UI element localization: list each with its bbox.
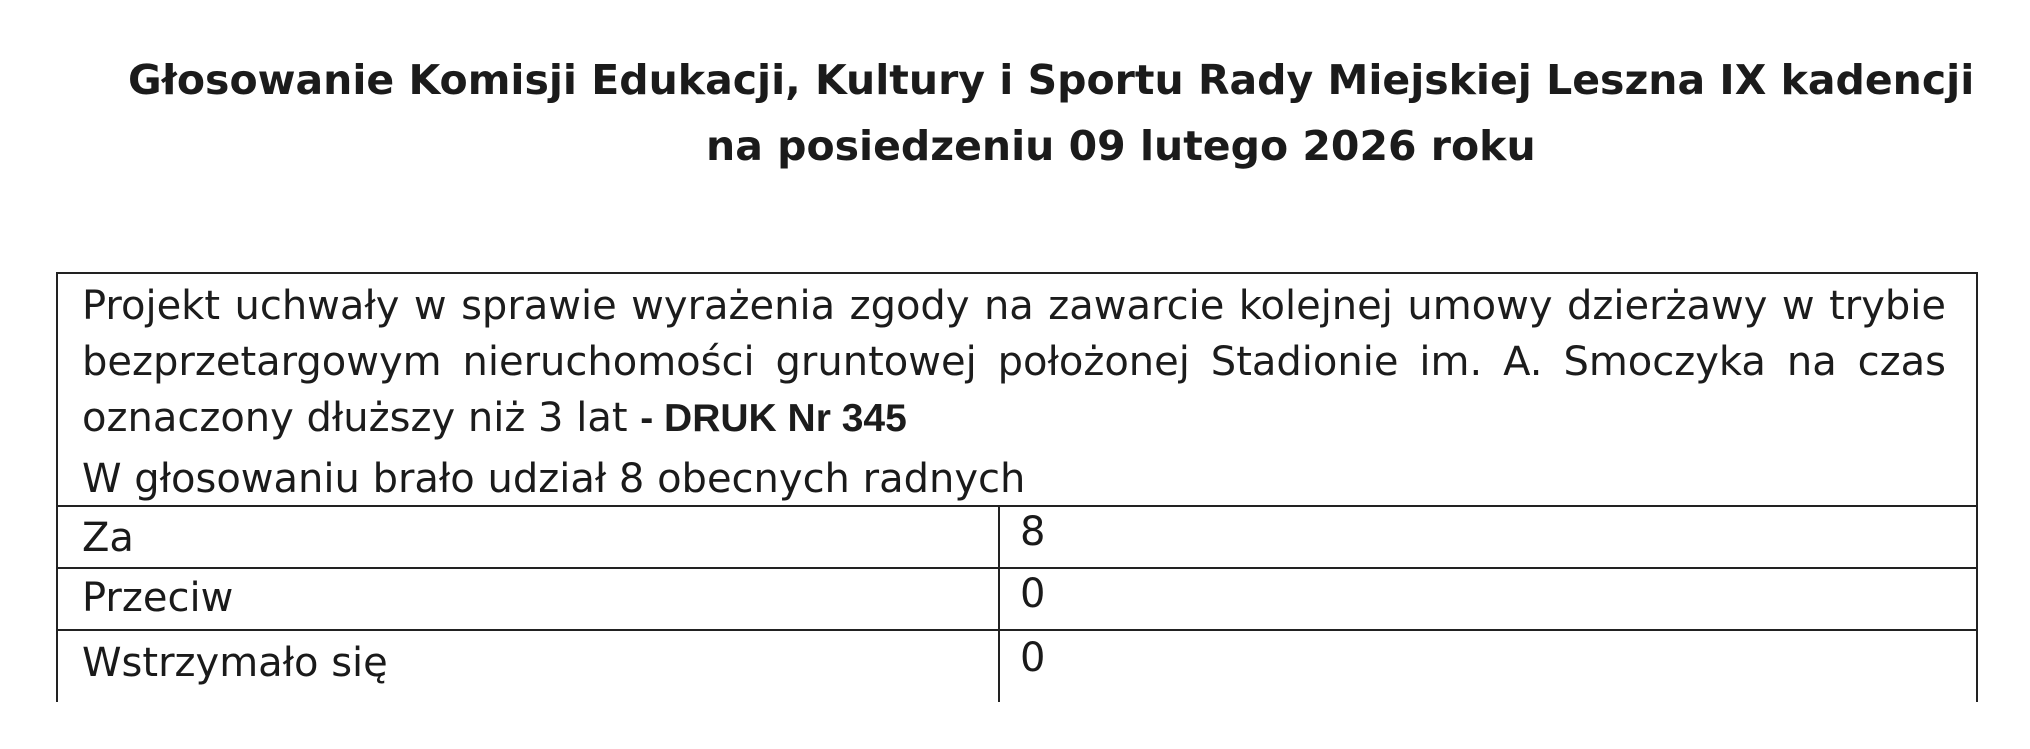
vote-for-label: Za <box>82 515 134 561</box>
druk-number: - DRUK Nr 345 <box>640 397 907 440</box>
document-subtitle: na posiedzeniu 09 lutego 2026 roku <box>706 122 1536 170</box>
document-title: Głosowanie Komisji Edukacji, Kultury i Sportu Rady Miejskiej Leszna IX kadencji <box>128 56 1975 104</box>
column-divider <box>998 505 1000 702</box>
vote-for-value: 8 <box>1020 509 1046 555</box>
vote-against-value: 0 <box>1020 571 1046 617</box>
voting-table <box>56 272 1978 702</box>
participation-text: W głosowaniu brało udział 8 obecnych radnych <box>82 456 1026 502</box>
vote-against-label: Przeciw <box>82 575 234 621</box>
vote-abstain-value: 0 <box>1020 635 1046 681</box>
resolution-text: Projekt uchwały w sprawie wyrażenia zgody na zawarcie kolejnej umowy dzierżawy w trybie bezprzetargowym nieruchomości gruntowej położonej Stadionie im. A. Smoczyka na czas oznaczony dłuższy niż 3 lat <box>82 283 1946 441</box>
resolution-description <box>82 278 1946 447</box>
row-divider <box>58 567 1976 569</box>
row-divider <box>58 629 1976 631</box>
vote-abstain-label: Wstrzymało się <box>82 640 388 686</box>
row-divider <box>58 505 1976 507</box>
